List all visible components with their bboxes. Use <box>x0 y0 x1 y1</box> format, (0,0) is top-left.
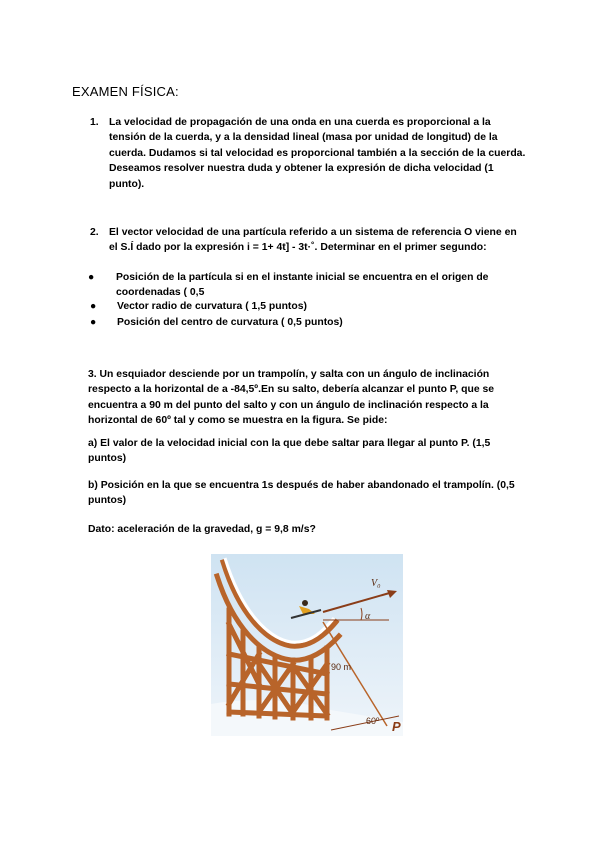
bullet-text: Posición de la partícula si en el instante inicial se encuentra en el origen de coordenadas ( 0,5 <box>116 272 489 299</box>
question-3-dato: Dato: aceleración de la gravedad, g = 9,8 m/s? <box>88 524 316 535</box>
question-3-part-b: b) Posición en la que se encuentra 1s después de haber abandonado el trampolín. (0,5 puntos) <box>88 480 515 507</box>
question-2 <box>90 225 530 256</box>
label-point-p: P <box>392 719 401 734</box>
question-1-text: La velocidad de propagación de una onda en una cuerda es proporcional a la tensión de la cuerda, y a la densidad lineal (masa por unidad de longitud) de la cuerda. Dudamos si tal velocidad es proporcional también a la sección de la cuerda. Deseamos resolver nuestra duda y obtener la expresión de dicha velocidad (1 punto). <box>109 117 526 190</box>
bullet-icon: ● <box>90 301 97 312</box>
question-2-number: 2. <box>90 227 99 238</box>
bullet-text: Vector radio de curvatura ( 1,5 puntos) <box>117 301 307 312</box>
ski-jump-figure <box>211 554 403 736</box>
bullet-icon: ● <box>88 272 95 283</box>
label-angle: 60º <box>366 716 380 726</box>
question-2-bullet-1 <box>88 270 528 301</box>
question-3-part-a: a) El valor de la velocidad inicial con la que debe saltar para llegar al punto P. (1,5 puntos) <box>88 438 491 465</box>
question-2-bullet-2 <box>90 299 530 314</box>
bullet-icon: ● <box>90 317 97 328</box>
exam-title: EXAMEN FÍSICA: <box>72 84 179 99</box>
question-2-text: El vector velocidad de una partícula referido a un sistema de referencia O viene en el S.Í dado por la expresión i = 1+ 4t] - 3t·˚. Determinar en el primer segundo: <box>109 227 517 254</box>
label-distance: 90 m <box>331 662 352 672</box>
question-1 <box>90 115 530 192</box>
question-2-bullet-3 <box>90 315 530 330</box>
question-3-text: 3. Un esquiador desciende por un trampolín, y salta con un ángulo de inclinación respecto a la horizontal de a -84,5º.En su salto, debería alcanzar el punto P, que se encuentra a 90 m del punto del salto y con un ángulo de inclinación respecto a la horizontal de 60º tal y como se muestra en la figura. Se pide: <box>88 369 495 427</box>
label-v0: V₀ <box>371 578 381 589</box>
bullet-text: Posición del centro de curvatura ( 0,5 puntos) <box>117 317 343 328</box>
question-1-number: 1. <box>90 117 99 128</box>
label-alpha: α <box>365 611 371 622</box>
